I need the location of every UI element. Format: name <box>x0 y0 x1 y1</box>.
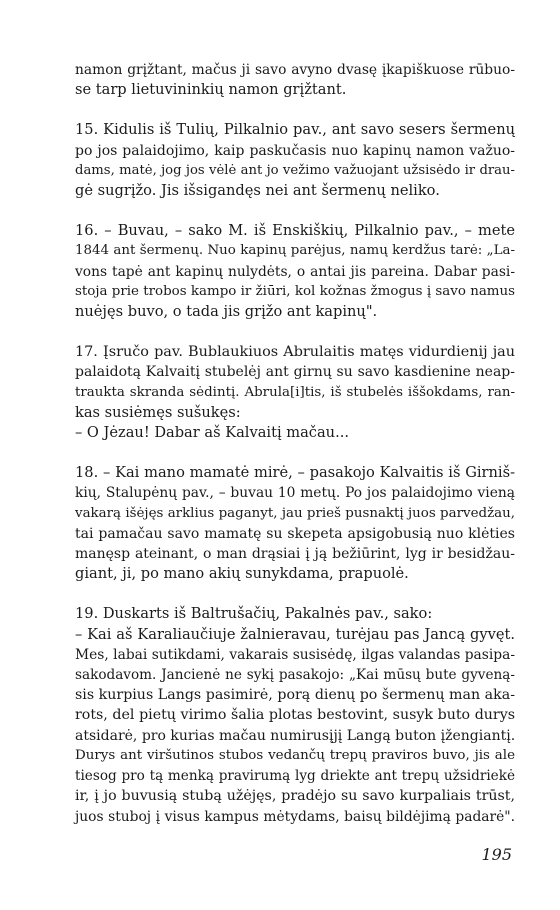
text-line: – O Jėzau! Dabar aš Kalvaitį mačau... <box>75 424 349 442</box>
text-line: rots, del pietų virimo šalia plotas bestovint, susyk buto durys <box>75 707 515 724</box>
text-line: Mes, labai sutikdami, vakarais susisėdę, ilgas valandas pasipa- <box>75 646 515 663</box>
text-line: ir, į jo buvusią stubą užėjęs, pradėjo su savo kurpaliais trūst, <box>75 788 515 805</box>
text-line: atsidarė, pro kurias mačau numirusįjį Langą buton įžengiantį. <box>75 727 516 744</box>
text-line: palaidotą Kalvaitį stubelėj ant girnų su savo kasdienine neap- <box>75 364 515 381</box>
text-line: 17. Įsručo pav. Bublaukiuos Abrulaitis matęs vidurdienij jau <box>75 344 515 361</box>
text-line: tai pamačau savo mamatę su skepeta apsigobusią nuo klėties <box>75 525 515 542</box>
text-line: vakarą išėjęs arklius paganyt, jau prieš pusnaktį juos parvedžau, <box>75 505 515 521</box>
text-line: namon grįžtant, mačus ji savo avyno dvasę įkapiškuose rūbuo- <box>75 62 515 78</box>
paragraph-15 <box>75 120 515 201</box>
text-line: nuėjęs buvo, o tada jis grįžo ant kapinų". <box>75 303 378 321</box>
text-line: 1844 ant šermenų. Nuo kapinų parėjus, namų kerdžus tarė: „La- <box>75 243 515 259</box>
text-line: kių, Stalupėnų pav., – buvau 10 metų. Po jos palaidojimo vieną <box>75 485 515 502</box>
page-body <box>75 60 515 827</box>
text-line: 19. Duskarts iš Baltrušačių, Pakalnės pav., sako: <box>75 605 433 623</box>
text-line: sis kurpius Langs pasimirė, porą dienų po šermenų man akа- <box>75 687 515 704</box>
text-line: giant, ji, po mano akių sunykdama, prapuolė. <box>75 565 409 583</box>
text-line: juos stuboj į visus kampus mėtydams, baisų bildėjimą padarė". <box>75 808 515 825</box>
text-line: manęsp ateinant, o man drąsiai į ją bežiūrint, lyg ir besidžau- <box>75 546 515 563</box>
text-line: 18. – Kai mano mamatė mirė, – pasakojo Kalvaitis iš Girniš- <box>75 464 515 482</box>
text-line: po jos palaidojimo, kaip paskučasis nuo kapinų namon važuo- <box>75 142 515 159</box>
text-line: 15. Kidulis iš Tulių, Pilkalnio pav., ant savo sesers šermenų <box>75 121 515 139</box>
text-line: – Kai aš Karaliaučiuje žalnieravau, turėjau pas Jancą gyvęt. <box>75 625 515 643</box>
paragraph-18 <box>75 463 515 584</box>
page-number: 195 <box>481 845 512 864</box>
paragraph-17 <box>75 342 515 443</box>
text-line: gė sugrįžo. Jis išsigandęs nei ant šermenų neliko. <box>75 182 440 200</box>
text-line: 16. – Buvau, – sako M. iš Enskiškių, Pilkalnio pav., – mete <box>75 222 515 240</box>
paragraph-intro <box>75 60 515 100</box>
text-line: traukta skranda sėdintį. Abrula[i]tis, iš stubelės iššokdams, ran- <box>75 384 515 400</box>
text-line: vons tapė ant kapinų nulydėts, o antai jis pareina. Dabar pasi- <box>75 263 515 280</box>
paragraph-16 <box>75 221 515 322</box>
text-line: tiesog pro tą menką pravirumą lyg driekte ant trepų užsidriekė <box>75 768 515 785</box>
text-line: stoja prie trobos kampo ir žiūri, kol kožnas žmogus į savo namus <box>75 283 515 299</box>
text-line: dams, matė, jog jos vėlė ant jo vežimo važuojant užsisėdo ir drau- <box>75 162 515 178</box>
paragraph-19 <box>75 604 515 826</box>
text-line: sakodavom. Jancienė ne sykį pasakojo: „Kai mūsų bute gyveną- <box>75 667 515 684</box>
text-line: kas susiėmęs sušukęs: <box>75 403 241 421</box>
text-line: se tarp lietuvininkių namon grįžtant. <box>75 81 347 99</box>
text-line: Durys ant viršutinos stubos vedančų trepų praviros buvo, jis ale <box>75 747 515 763</box>
